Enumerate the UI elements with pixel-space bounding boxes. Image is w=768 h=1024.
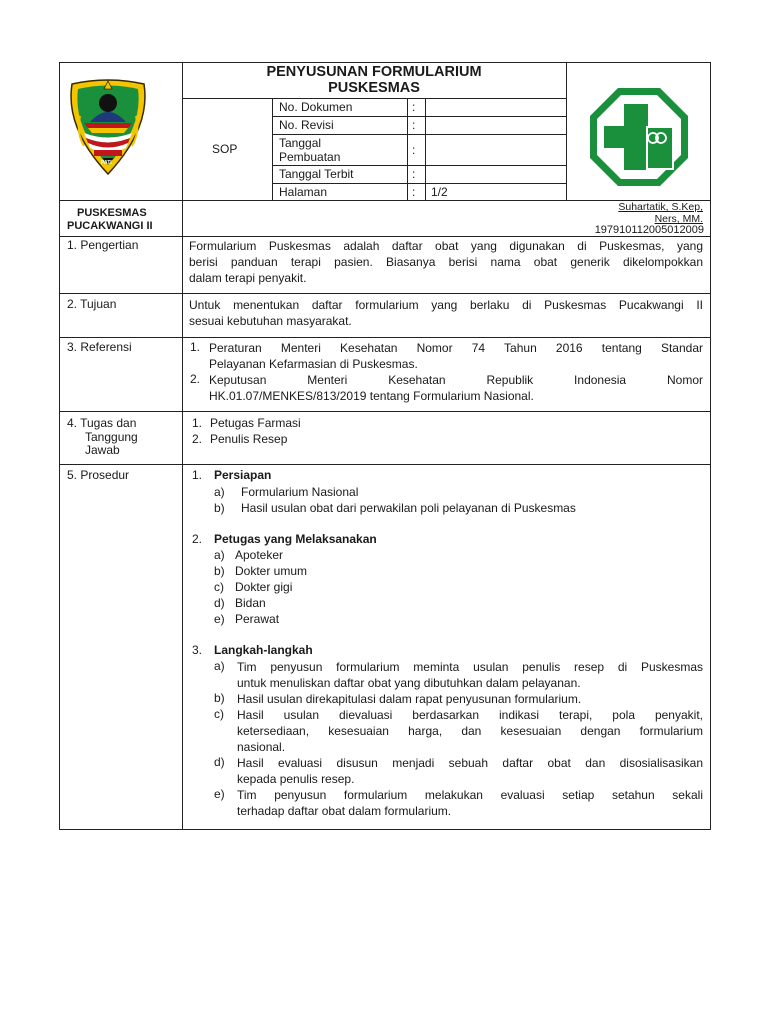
tujuan-line2: sesuai kebutuhan masyarakat.	[189, 314, 352, 328]
puskesmas-logo	[588, 86, 690, 188]
petugas-item-b-number: b)	[214, 564, 225, 578]
meta-row-line-4	[272, 183, 566, 184]
meta-value-halaman: 1/2	[431, 185, 448, 199]
langkah-item-b-number: b)	[214, 691, 225, 705]
referensi-item-1-number: 1.	[190, 340, 201, 354]
signer-name	[618, 201, 703, 213]
langkah-item-a-number: a)	[214, 659, 225, 673]
meta-row-line-3	[272, 165, 566, 166]
petugas-item-d-text: Bidan	[235, 596, 266, 610]
meta-label-no-revisi: No. Revisi	[279, 118, 334, 132]
title-underline	[182, 98, 566, 99]
referensi-item-2-line2: HK.01.07/MENKES/813/2019 tentang Formularium Nasional.	[209, 389, 534, 403]
header-divider-right	[566, 62, 567, 200]
signer-degree-text: Ners, MM.	[654, 213, 703, 225]
meta-label-tanggal-terbit: Tanggal Terbit	[279, 167, 354, 181]
section-label-tujuan: 2. Tujuan	[67, 297, 117, 311]
meta-colon-no-revisi: :	[412, 118, 416, 132]
langkah-item-a-line2: untuk menuliskan daftar obat yang dibutuhkan dalam pelayanan.	[237, 676, 581, 690]
pengertian-line3: dalam terapi penyakit.	[189, 271, 307, 285]
meta-colon-divider	[407, 98, 408, 200]
persiapan-item-b-text: Hasil usulan obat dari perwakilan poli pelayanan di Puskesmas	[241, 501, 576, 515]
meta-label-tanggal-pembuatan-2: Pembuatan	[279, 150, 341, 164]
langkah-title: Langkah-langkah	[214, 643, 313, 657]
petugas-item-e-text: Perawat	[235, 612, 280, 626]
section-label-tugas-1: 4. Tugas dan	[67, 416, 137, 430]
section-label-tugas-3: Jawab	[85, 443, 120, 457]
meta-colon-halaman: :	[412, 185, 416, 199]
row-line-pengertian	[59, 236, 711, 237]
persiapan-title: Persiapan	[214, 468, 272, 482]
referensi-item-2-number: 2.	[190, 372, 201, 386]
persiapan-item-b-number: b)	[214, 501, 225, 515]
tugas-item-1-text: Petugas Farmasi	[210, 416, 301, 430]
org-name-line2: PUCAKWANGI II	[67, 220, 153, 232]
table-border-top	[59, 62, 711, 63]
body-column-divider	[182, 200, 183, 829]
tujuan-line1: Untuk menentukan daftar formularium yang berlaku di Puskesmas Pucakwangi II	[189, 298, 703, 312]
langkah-item-c-line2: ketersediaan, kesesuaian harga, dan kesesuaian dengan formularium	[237, 724, 703, 738]
section-label-tugas-2: Tanggung	[85, 430, 138, 444]
org-name-line1: PUSKESMAS	[77, 207, 147, 219]
langkah-item-c-line1: Hasil usulan dievaluasi berdasarkan indikasi terapi, pola penyakit,	[237, 708, 703, 722]
langkah-item-d-number: d)	[214, 755, 225, 769]
section-label-referensi: 3. Referensi	[67, 340, 132, 354]
pengertian-line2: berisi panduan terapi pasien. Biasanya berisi nama obat generik dikelompokkan	[189, 255, 703, 269]
langkah-item-c-number: c)	[214, 707, 224, 721]
persiapan-item-a-text: Formularium Nasional	[241, 485, 359, 499]
pengertian-line1: Formularium Puskesmas adalah daftar obat yang digunakan di Puskesmas, yang	[189, 239, 703, 253]
meta-label-halaman: Halaman	[279, 185, 328, 199]
document-title-line2: PUSKESMAS	[328, 80, 420, 96]
persiapan-item-a-number: a)	[214, 485, 225, 499]
signer-nip: 197910112005012009	[594, 224, 704, 236]
meta-colon-no-dokumen: :	[412, 100, 416, 114]
petugas-item-e-number: e)	[214, 612, 225, 626]
section-label-pengertian: 1. Pengertian	[67, 238, 139, 252]
meta-colon-tanggal-terbit: :	[412, 167, 416, 181]
document-title-line1: PENYUSUNAN FORMULARIUM	[266, 64, 482, 80]
section-label-prosedur: 5. Prosedur	[67, 468, 130, 482]
petugas-item-a-number: a)	[214, 548, 225, 562]
petugas-number: 2.	[192, 532, 203, 546]
persiapan-number: 1.	[192, 468, 203, 482]
petugas-item-c-text: Dokter gigi	[235, 580, 293, 594]
emblem-caption: PATI	[101, 160, 112, 166]
meta-label-divider	[272, 98, 273, 200]
petugas-item-a-text: Apoteker	[235, 548, 284, 562]
table-border-left	[59, 62, 60, 829]
tugas-item-2-number: 2.	[192, 432, 203, 446]
meta-label-no-dokumen: No. Dokumen	[279, 100, 353, 114]
meta-colon-tanggal-pembuatan: :	[412, 143, 416, 157]
row-line-tugas	[59, 411, 711, 412]
row-line-tujuan	[59, 293, 711, 294]
sop-label: SOP	[212, 142, 238, 156]
signer-name-text: Suhartatik, S.Kep,	[618, 201, 703, 213]
langkah-item-e-number: e)	[214, 787, 225, 801]
header-bottom-line	[59, 200, 711, 201]
referensi-item-1-line1: Peraturan Menteri Kesehatan Nomor 74 Tahun 2016 tentang Standar	[209, 341, 703, 355]
pati-regency-emblem	[64, 76, 152, 176]
row-line-prosedur	[59, 464, 711, 465]
table-border-bottom	[59, 829, 711, 830]
langkah-item-c-line3: nasional.	[237, 740, 286, 754]
table-border-right	[710, 62, 711, 829]
langkah-item-d-line1: Hasil evaluasi disusun menjadi sebuah daftar obat dan disosialisasikan	[237, 756, 703, 770]
referensi-item-2-line1: Keputusan Menteri Kesehatan Republik Indonesia Nomor	[209, 373, 703, 387]
tugas-item-1-number: 1.	[192, 416, 203, 430]
petugas-title: Petugas yang Melaksanakan	[214, 532, 377, 546]
langkah-item-d-line2: kepada penulis resep.	[237, 772, 355, 786]
langkah-item-e-line2: terhadap daftar obat dalam formularium.	[237, 804, 452, 818]
meta-value-divider	[425, 98, 426, 200]
langkah-item-a-line1: Tim penyusun formularium meminta usulan penulis resep di Puskesmas	[237, 660, 703, 674]
meta-row-line-2	[272, 134, 566, 135]
langkah-item-b-line1: Hasil usulan direkapitulasi dalam rapat penyusunan formularium.	[237, 692, 582, 706]
petugas-item-d-number: d)	[214, 596, 225, 610]
meta-label-tanggal-pembuatan-1: Tanggal	[279, 136, 322, 150]
referensi-item-1-line2: Pelayanan Kefarmasian di Puskesmas.	[209, 357, 418, 371]
row-line-referensi	[59, 337, 711, 338]
meta-row-line-1	[272, 116, 566, 117]
tugas-item-2-text: Penulis Resep	[210, 432, 288, 446]
langkah-item-e-line1: Tim penyusun formularium melakukan evaluasi setiap setahun sekali	[237, 788, 703, 802]
petugas-item-c-number: c)	[214, 580, 224, 594]
langkah-number: 3.	[192, 643, 203, 657]
petugas-item-b-text: Dokter umum	[235, 564, 308, 578]
